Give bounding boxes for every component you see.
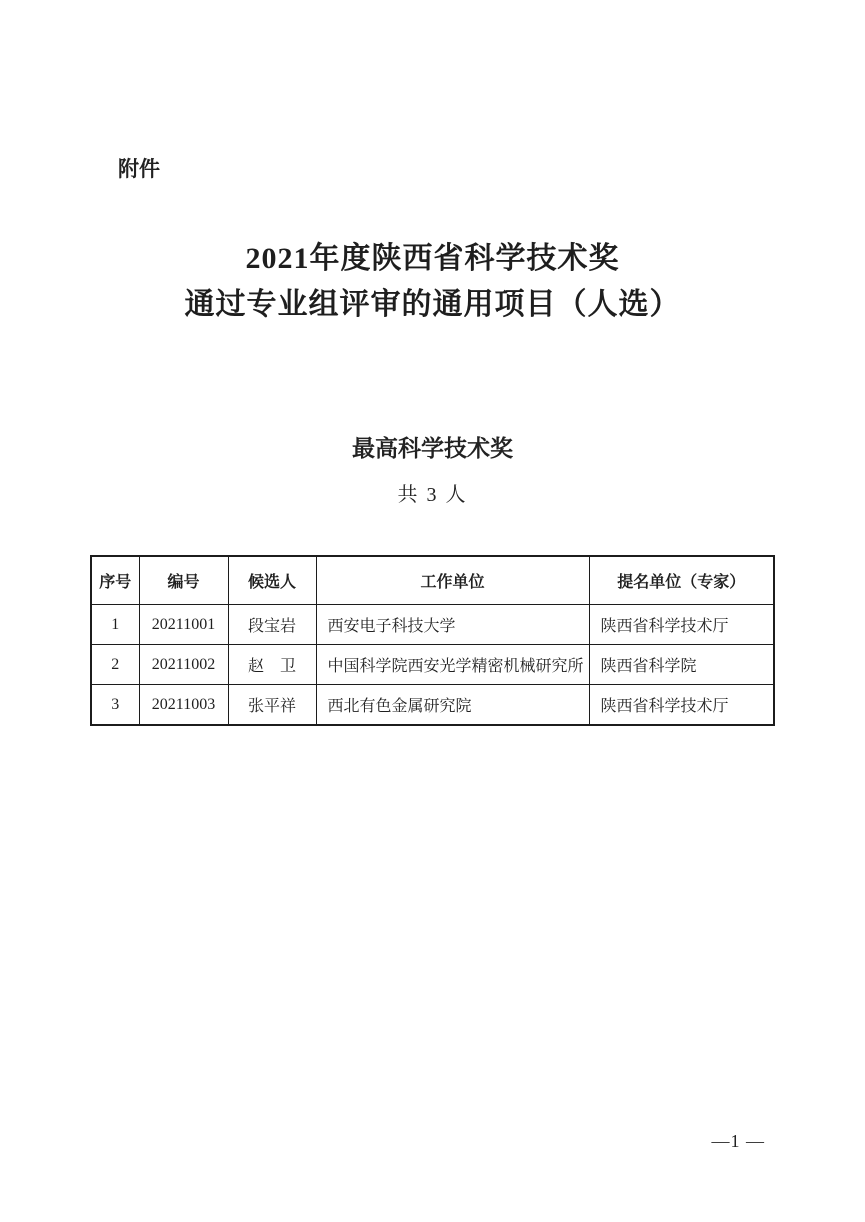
section-title: 最高科学技术奖 (352, 435, 513, 461)
cell-number: 20211003 (139, 685, 228, 726)
cell-number: 20211001 (139, 605, 228, 645)
page-number: —1 — (711, 1131, 765, 1151)
award-table (90, 555, 775, 726)
cell-index: 2 (91, 645, 139, 685)
col-header-number: 编号 (139, 556, 228, 605)
col-header-index: 序号 (91, 556, 139, 605)
col-header-nominator: 提名单位（专家） (589, 556, 774, 605)
cell-candidate: 张平祥 (228, 685, 316, 726)
cell-work-unit: 西北有色金属研究院 (316, 685, 589, 726)
document-title (0, 236, 865, 328)
table-row (91, 645, 774, 685)
cell-nominator: 陕西省科学技术厅 (589, 685, 774, 726)
count-line: 共 3 人 (397, 484, 468, 506)
col-header-candidate: 候选人 (228, 556, 316, 605)
document-title-line2: 通过专业组评审的通用项目（人选） (184, 288, 681, 321)
cell-nominator: 陕西省科学技术厅 (589, 605, 774, 645)
document-title-line1: 2021年度陕西省科学技术奖 (245, 242, 620, 275)
cell-index: 3 (91, 685, 139, 726)
cell-nominator: 陕西省科学院 (589, 645, 774, 685)
attachment-label: 附件 (118, 158, 160, 181)
table-row (91, 685, 774, 726)
col-header-work-unit: 工作单位 (316, 556, 589, 605)
cell-number: 20211002 (139, 645, 228, 685)
cell-work-unit: 西安电子科技大学 (316, 605, 589, 645)
cell-candidate: 段宝岩 (228, 605, 316, 645)
cell-work-unit: 中国科学院西安光学精密机械研究所 (316, 645, 589, 685)
table-header-row (91, 556, 774, 605)
cell-candidate: 赵 卫 (228, 645, 316, 685)
cell-index: 1 (91, 605, 139, 645)
table-row (91, 605, 774, 645)
